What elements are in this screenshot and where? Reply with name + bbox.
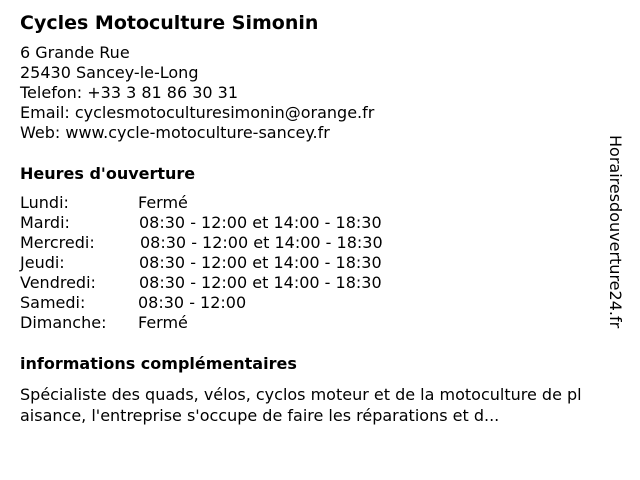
day-label: Vendredi: [20, 273, 96, 292]
address-city: 25430 Sancey-le-Long [20, 63, 199, 82]
day-label: Samedi: [20, 293, 86, 312]
email-line: Email: cyclesmotoculturesimonin@orange.fr [20, 103, 375, 122]
day-label: Jeudi: [20, 253, 65, 272]
day-hours: 08:30 - 12:00 [138, 293, 247, 312]
info-description [20, 384, 620, 426]
info-heading: informations complémentaires [20, 354, 297, 373]
contact-block [20, 43, 374, 143]
day-hours: 08:30 - 12:00 et 14:00 - 18:30 [140, 233, 383, 252]
phone-line: Telefon: +33 3 81 86 30 31 [20, 83, 239, 102]
day-label: Dimanche: [20, 313, 107, 332]
day-hours: Fermé [138, 193, 188, 212]
day-label: Mardi: [20, 213, 70, 232]
day-label: Mercredi: [20, 233, 95, 252]
hours-heading: Heures d'ouverture [20, 164, 196, 183]
day-hours: 08:30 - 12:00 et 14:00 - 18:30 [139, 273, 382, 292]
day-hours: 08:30 - 12:00 et 14:00 - 18:30 [139, 253, 382, 272]
info-line: aisance, l'entreprise s'occupe de faire les réparations et d... [20, 406, 500, 425]
day-hours: Fermé [138, 313, 188, 332]
business-name: Cycles Motoculture Simonin [20, 12, 319, 34]
info-line: Spécialiste des quads, vélos, cyclos moteur et de la motoculture de pl [20, 385, 582, 404]
site-watermark: Horairesdouverture24.fr [606, 135, 625, 329]
address-street: 6 Grande Rue [20, 43, 130, 62]
web-line: Web: www.cycle-motoculture-sancey.fr [20, 123, 330, 142]
day-hours: 08:30 - 12:00 et 14:00 - 18:30 [139, 213, 382, 232]
day-label: Lundi: [20, 193, 69, 212]
